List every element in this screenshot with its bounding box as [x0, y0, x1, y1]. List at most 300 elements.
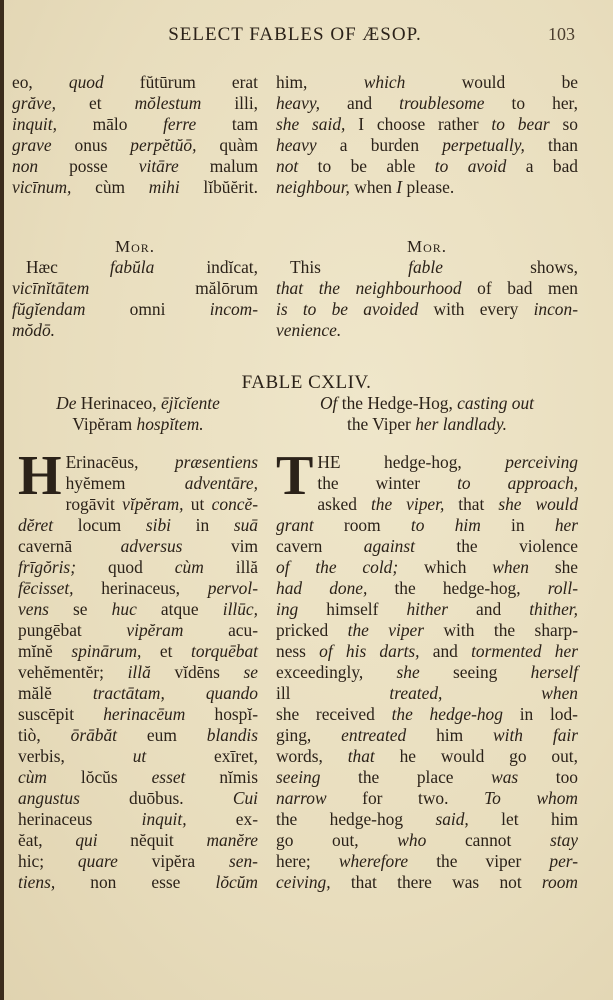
text-line: [276, 851, 578, 872]
italic-text: torquēbat: [191, 641, 259, 661]
english-moral-heading: Mor.: [406, 237, 448, 256]
italic-text: se: [243, 662, 258, 682]
text-line: [276, 320, 578, 341]
italic-text: vipĕram: [126, 620, 184, 640]
english-body: [276, 445, 579, 893]
text-line: [18, 393, 258, 414]
italic-text: inquit,: [12, 114, 57, 134]
roman-text: a burden: [316, 135, 443, 155]
text-line: [12, 156, 258, 177]
italic-text: casting out: [457, 393, 534, 413]
roman-text: the violence: [414, 536, 578, 556]
roman-text: pricked: [276, 620, 348, 640]
italic-text: cùm: [174, 557, 204, 577]
latin-body: [18, 445, 259, 893]
italic-text: she would: [498, 494, 579, 514]
italic-text: the hedge-hog: [391, 704, 503, 724]
roman-text: onus: [51, 135, 131, 155]
roman-text: cavernā: [18, 536, 121, 556]
italic-text: vens: [18, 599, 49, 619]
text-line: [276, 135, 578, 156]
italic-text: suā: [233, 515, 258, 535]
english-moral-text: [276, 257, 578, 341]
roman-text: when: [349, 177, 397, 197]
italic-text: her landlady.: [415, 414, 507, 434]
italic-text: is to be avoided: [276, 299, 419, 319]
running-title: SELECT FABLES OF ÆSOP.: [168, 24, 422, 45]
text-line: [12, 278, 258, 299]
italic-text: blandis: [206, 725, 258, 745]
italic-text: fable: [408, 257, 443, 277]
italic-text: fēcisset,: [18, 578, 74, 598]
italic-text: incon-: [533, 299, 578, 319]
italic-text: wherefore: [338, 851, 409, 871]
roman-text: asked: [317, 494, 371, 514]
italic-text: troublesome: [399, 93, 485, 113]
italic-text: who: [397, 830, 427, 850]
roman-text: quàm: [196, 135, 258, 155]
roman-text: acu-: [183, 620, 258, 640]
italic-text: thither,: [529, 599, 578, 619]
roman-text: [424, 515, 454, 535]
text-line: [276, 809, 578, 830]
fable-title: FABLE CXLIV.: [241, 372, 372, 393]
latin-top-text: [12, 72, 258, 198]
text-line: [276, 872, 578, 893]
text-line: [276, 393, 578, 414]
italic-text: of his darts,: [319, 641, 420, 661]
italic-text: quando: [205, 683, 258, 703]
roman-text: than: [524, 135, 578, 155]
latin-body-text: [18, 445, 259, 893]
roman-text: fŭtūrum erat: [103, 72, 258, 92]
roman-text: the place: [320, 767, 492, 787]
roman-text: Herinaceo,: [76, 393, 161, 413]
english-top-text: [276, 72, 578, 198]
roman-text: atque: [136, 599, 223, 619]
italic-text: she said,: [276, 114, 346, 134]
latin-moral: [12, 236, 258, 341]
roman-text: mălōrum: [89, 278, 258, 298]
italic-text: hither: [406, 599, 449, 619]
italic-text: sibi: [145, 515, 171, 535]
roman-text: eo,: [12, 72, 69, 92]
text-line: [12, 135, 258, 156]
italic-text: illūc,: [222, 599, 258, 619]
roman-text: seeing: [419, 662, 531, 682]
roman-text: of bad men: [461, 278, 578, 298]
roman-text: in: [480, 515, 555, 535]
text-line: [12, 299, 258, 320]
italic-text: perpetually,: [442, 135, 525, 155]
roman-text: him: [406, 725, 494, 745]
roman-text: and: [319, 93, 400, 113]
roman-text: to her,: [484, 93, 578, 113]
roman-text: ness: [276, 641, 320, 661]
italic-text: pervol-: [207, 578, 258, 598]
italic-text: hospĭtem.: [136, 414, 204, 434]
roman-text: the viper: [408, 851, 550, 871]
roman-text: mĭnĕ: [18, 641, 72, 661]
text-line: [12, 72, 258, 93]
roman-text: indĭcat,: [154, 257, 258, 277]
italic-text: Cui: [232, 788, 258, 808]
roman-text: the hedge-hog: [276, 809, 436, 829]
italic-text: ōrābăt: [70, 725, 118, 745]
roman-text: and: [448, 599, 530, 619]
italic-text: she: [396, 662, 420, 682]
roman-text: vipĕra: [117, 851, 229, 871]
italic-text: vĭpĕram,: [122, 494, 184, 514]
italic-text: herself: [530, 662, 578, 682]
latin-drop-cap: H: [18, 445, 62, 507]
italic-text: roll-: [547, 578, 578, 598]
italic-text: tormented her: [471, 641, 578, 661]
text-line: [276, 578, 578, 599]
roman-text: vehĕmentĕr;: [18, 662, 128, 682]
roman-text: hyĕmem: [65, 473, 185, 493]
roman-text: et: [141, 641, 192, 661]
roman-text: for two.: [326, 788, 485, 808]
italic-text: vitāre: [138, 156, 179, 176]
italic-text: treated,: [389, 683, 443, 703]
italic-text: per-: [549, 851, 578, 871]
italic-text: tiens,: [18, 872, 56, 892]
roman-text: words,: [276, 746, 348, 766]
italic-text: concĕ-: [211, 494, 258, 514]
roman-text: please.: [402, 177, 455, 197]
italic-text: spinārum,: [71, 641, 142, 661]
text-line: [276, 830, 578, 851]
italic-text: sen-: [229, 851, 258, 871]
italic-text: ing: [276, 599, 299, 619]
text-line: [276, 557, 578, 578]
roman-text: Erinacēus,: [65, 452, 175, 472]
italic-text: to approach,: [457, 473, 578, 493]
italic-text: adventāre,: [184, 473, 258, 493]
text-line: [276, 414, 578, 435]
italic-text: to: [410, 515, 425, 535]
latin-moral-heading: Mor.: [114, 237, 156, 256]
text-line: [18, 578, 258, 599]
roman-text: cùm: [71, 177, 149, 197]
italic-text: heavy,: [276, 93, 320, 113]
roman-text: rogāvit: [65, 494, 123, 514]
text-line: [276, 788, 578, 809]
text-line: [276, 278, 578, 299]
text-line: [18, 725, 258, 746]
roman-text: lŏcŭs: [46, 767, 152, 787]
page-binding-edge: [0, 0, 4, 1000]
roman-text: go out,: [276, 830, 398, 850]
italic-text: seeing: [276, 767, 321, 787]
text-line: [12, 257, 258, 278]
text-line: [276, 725, 578, 746]
english-drop-cap: T: [276, 445, 314, 507]
text-line: [12, 114, 258, 135]
text-line: [276, 767, 578, 788]
roman-text: let him: [468, 809, 578, 829]
roman-text: et: [55, 93, 135, 113]
text-line: [18, 683, 258, 704]
roman-text: ĕat,: [18, 830, 76, 850]
text-line: [276, 746, 578, 767]
italic-text: non: [12, 156, 39, 176]
roman-text: locum: [53, 515, 146, 535]
italic-text: perpĕtŭō,: [130, 135, 197, 155]
roman-text: shows,: [442, 257, 579, 277]
italic-text: to avoid: [434, 156, 507, 176]
text-line: [18, 767, 258, 788]
text-line: [276, 257, 578, 278]
roman-text: the hedge-hog,: [367, 578, 548, 598]
running-header: [0, 24, 613, 50]
roman-text: illă: [203, 557, 259, 577]
roman-text: with the sharp-: [424, 620, 579, 640]
english-subtitle: [276, 393, 578, 435]
latin-moral-text: [12, 257, 258, 341]
italic-text: De: [56, 393, 77, 413]
text-line: [18, 599, 258, 620]
roman-text: to be able: [298, 156, 435, 176]
roman-text: verbis,: [18, 746, 133, 766]
roman-text: [165, 683, 206, 703]
italic-text: præsentiens: [174, 452, 258, 472]
roman-text: cannot: [426, 830, 550, 850]
italic-text: heavy: [276, 135, 317, 155]
italic-text: adversus: [120, 536, 183, 556]
text-line: [18, 830, 258, 851]
roman-text: non esse: [55, 872, 216, 892]
italic-text: when: [541, 683, 578, 703]
italic-text: said,: [435, 809, 469, 829]
italic-text: that the neighbourhood: [276, 278, 462, 298]
italic-text: to bear: [491, 114, 550, 134]
text-line: [276, 662, 578, 683]
italic-text: when: [492, 557, 529, 577]
roman-text: exceedingly,: [276, 662, 397, 682]
roman-text: the Hedge-Hog,: [337, 393, 458, 413]
italic-text: had done,: [276, 578, 368, 598]
page-number: 103: [548, 24, 575, 44]
text-line: [276, 473, 578, 494]
italic-text: perceiving: [505, 452, 578, 472]
roman-text: lĭbŭĕrit.: [179, 177, 258, 197]
roman-text: se: [48, 599, 112, 619]
roman-text: mălĕ: [18, 683, 93, 703]
italic-text: I: [396, 177, 403, 197]
roman-text: herinaceus: [18, 809, 142, 829]
text-line: [18, 557, 258, 578]
italic-text: incom-: [209, 299, 258, 319]
italic-text: quod: [68, 72, 104, 92]
roman-text: he would go out,: [374, 746, 578, 766]
roman-text: the winter: [317, 473, 458, 493]
roman-text: illi,: [201, 93, 259, 113]
roman-text: This: [290, 257, 409, 277]
italic-text: neighbour,: [276, 177, 350, 197]
italic-text: tractātam,: [92, 683, 165, 703]
italic-text: mihi: [148, 177, 180, 197]
italic-text: against: [363, 536, 415, 556]
roman-text: him,: [276, 72, 364, 92]
italic-text: illă: [127, 662, 151, 682]
text-line: [18, 641, 258, 662]
text-line: [276, 72, 578, 93]
italic-text: huc: [111, 599, 137, 619]
italic-text: frīgŏris;: [18, 557, 76, 577]
italic-text: vicīnĭtātem: [12, 278, 90, 298]
roman-text: and: [419, 641, 472, 661]
roman-text: herinaceus,: [73, 578, 208, 598]
text-line: [18, 704, 258, 725]
roman-text: duōbus.: [79, 788, 233, 808]
italic-text: quare: [77, 851, 118, 871]
roman-text: Hæc: [26, 257, 110, 277]
roman-text: mālo: [56, 114, 164, 134]
text-line: [18, 788, 258, 809]
roman-text: hospĭ-: [185, 704, 258, 724]
roman-text: which: [398, 557, 493, 577]
roman-text: that there was not: [330, 872, 542, 892]
text-line: [276, 515, 578, 536]
roman-text: she: [529, 557, 578, 577]
text-line: [276, 93, 578, 114]
english-moral: [276, 236, 578, 341]
roman-text: that: [444, 494, 499, 514]
roman-text: in lod-: [502, 704, 578, 724]
text-line: [276, 536, 578, 557]
italic-text: her: [554, 515, 578, 535]
italic-text: ut: [132, 746, 147, 766]
text-line: [18, 872, 258, 893]
roman-text: pungēbat: [18, 620, 127, 640]
roman-text: himself: [298, 599, 407, 619]
text-line: [276, 683, 578, 704]
italic-text: To whom: [484, 788, 578, 808]
latin-subtitle: [18, 393, 258, 435]
roman-text: room: [313, 515, 411, 535]
italic-text: fŭgĭendam: [12, 299, 86, 319]
italic-text: lŏcŭm: [215, 872, 258, 892]
roman-text: so: [549, 114, 578, 134]
roman-text: with every: [418, 299, 534, 319]
italic-text: herinacēum: [103, 704, 186, 724]
text-line: [276, 114, 578, 135]
italic-text: esset: [151, 767, 186, 787]
italic-text: that: [347, 746, 375, 766]
text-line: [276, 494, 578, 515]
text-line: [276, 641, 578, 662]
roman-text: ut: [183, 494, 212, 514]
italic-text: him: [454, 515, 481, 535]
text-line: [276, 156, 578, 177]
italic-text: narrow: [276, 788, 327, 808]
text-line: [18, 620, 258, 641]
italic-text: was: [491, 767, 519, 787]
roman-text: [442, 683, 541, 703]
roman-text: I choose rather: [345, 114, 492, 134]
italic-text: ējĭcĭente: [160, 393, 220, 413]
text-line: [18, 414, 258, 435]
roman-text: too: [518, 767, 578, 787]
roman-text: ging,: [276, 725, 342, 745]
roman-text: in: [171, 515, 234, 535]
roman-text: posse: [38, 156, 139, 176]
roman-text: eum: [117, 725, 207, 745]
italic-text: not: [276, 156, 299, 176]
italic-text: grave: [12, 135, 52, 155]
text-line: [18, 809, 258, 830]
text-line: [12, 93, 258, 114]
roman-text: cavern: [276, 536, 364, 556]
text-line: [12, 177, 258, 198]
roman-text: malum: [178, 156, 258, 176]
text-line: [276, 177, 578, 198]
roman-text: hic;: [18, 851, 78, 871]
text-line: [12, 320, 258, 341]
roman-text: HE hedge-hog,: [317, 452, 506, 472]
text-line: [276, 704, 578, 725]
text-line: [276, 620, 578, 641]
italic-text: Of: [320, 393, 338, 413]
italic-text: room: [541, 872, 578, 892]
text-line: [18, 746, 258, 767]
text-line: [18, 662, 258, 683]
italic-text: dĕret: [18, 515, 54, 535]
italic-text: cùm: [18, 767, 47, 787]
italic-text: with fair: [493, 725, 578, 745]
italic-text: the viper: [347, 620, 425, 640]
text-line: [18, 851, 258, 872]
text-line: [276, 599, 578, 620]
italic-text: manĕre: [206, 830, 258, 850]
italic-text: angustus: [18, 788, 80, 808]
italic-text: qui: [75, 830, 98, 850]
italic-text: mŏlestum: [134, 93, 202, 113]
roman-text: here;: [276, 851, 339, 871]
italic-text: vicīnum,: [12, 177, 72, 197]
italic-text: grăve,: [12, 93, 56, 113]
roman-text: ill: [276, 683, 390, 703]
roman-text: Vipĕram: [72, 414, 137, 434]
italic-text: which: [363, 72, 406, 92]
italic-text: entreated: [341, 725, 407, 745]
roman-text: vim: [182, 536, 259, 556]
italic-text: of the cold;: [276, 557, 399, 577]
italic-text: stay: [549, 830, 578, 850]
roman-text: nĕquit: [97, 830, 207, 850]
roman-text: she received: [276, 704, 392, 724]
italic-text: inquit,: [141, 809, 187, 829]
italic-text: mŏdō.: [12, 320, 55, 340]
italic-text: ferre: [163, 114, 197, 134]
roman-text: a bad: [506, 156, 579, 176]
roman-text: vĭdēns: [150, 662, 244, 682]
roman-text: suscēpit: [18, 704, 104, 724]
text-line: [276, 452, 578, 473]
roman-text: nĭmis: [185, 767, 258, 787]
roman-text: ex-: [186, 809, 258, 829]
italic-text: ceiving,: [276, 872, 331, 892]
text-line: [18, 536, 258, 557]
italic-text: the viper,: [370, 494, 445, 514]
italic-text: venience.: [276, 320, 342, 340]
roman-text: tiò,: [18, 725, 71, 745]
text-line: [18, 515, 258, 536]
text-line: [276, 299, 578, 320]
roman-text: tam: [196, 114, 258, 134]
